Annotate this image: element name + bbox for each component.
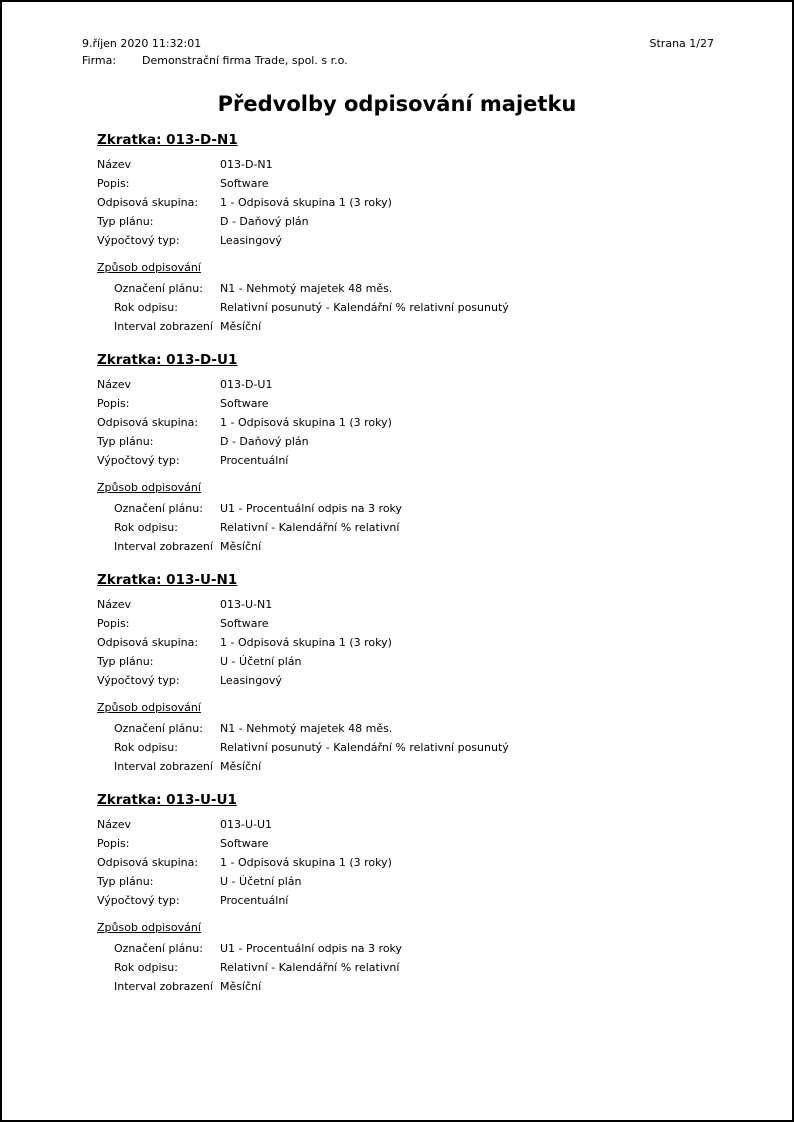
field-row — [97, 155, 752, 174]
field-label: Popis: — [97, 177, 130, 190]
field-label: Rok odpisu: — [114, 961, 178, 974]
report-header — [82, 36, 714, 68]
section-heading: Zkratka: 013-D-N1 — [97, 132, 238, 148]
field-label: Označení plánu: — [114, 722, 203, 735]
field-row — [114, 518, 752, 537]
field-label: Výpočtový typ: — [97, 454, 180, 467]
field-value: 1 - Odpisová skupina 1 (3 roky) — [220, 856, 392, 869]
report-content — [97, 132, 752, 996]
field-row — [97, 413, 752, 432]
asset-section — [97, 352, 752, 556]
field-value: Relativní - Kalendářní % relativní — [220, 521, 400, 534]
field-row — [114, 757, 752, 776]
field-label: Rok odpisu: — [114, 301, 178, 314]
firm-name: Demonstrační firma Trade, spol. s r.o. — [142, 54, 348, 67]
field-label: Odpisová skupina: — [97, 636, 199, 649]
field-label: Výpočtový typ: — [97, 894, 180, 907]
field-value: D - Daňový plán — [220, 215, 309, 228]
field-value: Relativní posunutý - Kalendářní % relativní posunutý — [220, 741, 509, 754]
field-label: Interval zobrazení — [114, 320, 213, 333]
asset-section — [97, 792, 752, 996]
field-value: Měsíční — [220, 980, 262, 993]
field-label: Typ plánu: — [97, 655, 154, 668]
asset-section — [97, 132, 752, 336]
field-label: Interval zobrazení — [114, 760, 213, 773]
field-label: Popis: — [97, 397, 130, 410]
field-value: U1 - Procentuální odpis na 3 roky — [220, 942, 403, 955]
field-row — [97, 614, 752, 633]
field-row — [114, 977, 752, 996]
field-row — [114, 537, 752, 556]
section-heading: Zkratka: 013-U-U1 — [97, 792, 237, 808]
field-label: Interval zobrazení — [114, 980, 213, 993]
field-row — [114, 939, 752, 958]
field-label: Rok odpisu: — [114, 521, 178, 534]
field-value: N1 - Nehmotý majetek 48 měs. — [220, 722, 393, 735]
field-value: U - Účetní plán — [220, 875, 302, 888]
field-row — [114, 499, 752, 518]
field-label: Výpočtový typ: — [97, 674, 180, 687]
field-row — [114, 317, 752, 336]
page-title: Předvolby odpisování majetku — [217, 92, 577, 116]
field-value: Leasingový — [220, 674, 282, 687]
field-value: U1 - Procentuální odpis na 3 roky — [220, 502, 403, 515]
field-row — [97, 671, 752, 690]
field-value: Leasingový — [220, 234, 282, 247]
field-row — [97, 231, 752, 250]
field-value: N1 - Nehmotý majetek 48 měs. — [220, 282, 393, 295]
field-value: 013-D-U1 — [220, 378, 273, 391]
field-label: Popis: — [97, 837, 130, 850]
report-datetime: 9.říjen 2020 11:32:01 — [82, 37, 202, 50]
field-value: Měsíční — [220, 540, 262, 553]
section-heading: Zkratka: 013-D-U1 — [97, 352, 238, 368]
section-heading: Zkratka: 013-U-N1 — [97, 572, 238, 588]
field-label: Odpisová skupina: — [97, 196, 199, 209]
field-value: Procentuální — [220, 894, 289, 907]
field-row — [114, 719, 752, 738]
field-row — [97, 432, 752, 451]
field-row — [97, 193, 752, 212]
field-label: Odpisová skupina: — [97, 416, 199, 429]
field-row — [97, 174, 752, 193]
field-label: Rok odpisu: — [114, 741, 178, 754]
field-value: D - Daňový plán — [220, 435, 309, 448]
field-value: 013-D-N1 — [220, 158, 273, 171]
field-row — [114, 298, 752, 317]
field-label: Označení plánu: — [114, 502, 203, 515]
firm-row — [82, 53, 714, 68]
field-value: 1 - Odpisová skupina 1 (3 roky) — [220, 416, 392, 429]
field-value: Software — [220, 617, 269, 630]
field-row — [97, 394, 752, 413]
page-number: Strana 1/27 — [649, 37, 714, 50]
field-label: Název — [97, 598, 132, 611]
field-value: Software — [220, 397, 269, 410]
header-top-row — [82, 36, 714, 51]
field-label: Název — [97, 818, 132, 831]
field-value: Software — [220, 177, 269, 190]
field-value: 013-U-N1 — [220, 598, 273, 611]
field-row — [97, 815, 752, 834]
field-row — [97, 595, 752, 614]
field-value: Procentuální — [220, 454, 289, 467]
field-row — [97, 853, 752, 872]
asset-section — [97, 572, 752, 776]
field-row — [114, 738, 752, 757]
field-label: Typ plánu: — [97, 875, 154, 888]
field-row — [97, 212, 752, 231]
field-label: Interval zobrazení — [114, 540, 213, 553]
field-row — [97, 834, 752, 853]
firm-label: Firma: — [82, 54, 117, 67]
field-label: Popis: — [97, 617, 130, 630]
field-row — [114, 279, 752, 298]
field-value: U - Účetní plán — [220, 655, 302, 668]
field-row — [114, 958, 752, 977]
subsection-heading: Způsob odpisování — [97, 261, 201, 274]
field-value: Měsíční — [220, 760, 262, 773]
field-label: Odpisová skupina: — [97, 856, 199, 869]
field-label: Označení plánu: — [114, 282, 203, 295]
field-value: Měsíční — [220, 320, 262, 333]
field-row — [97, 652, 752, 671]
field-row — [97, 872, 752, 891]
field-label: Název — [97, 378, 132, 391]
field-row — [97, 451, 752, 470]
field-row — [97, 375, 752, 394]
field-label: Výpočtový typ: — [97, 234, 180, 247]
field-label: Označení plánu: — [114, 942, 203, 955]
field-value: 1 - Odpisová skupina 1 (3 roky) — [220, 636, 392, 649]
field-value: 013-U-U1 — [220, 818, 273, 831]
subsection-heading: Způsob odpisování — [97, 481, 201, 494]
field-value: Software — [220, 837, 269, 850]
field-value: 1 - Odpisová skupina 1 (3 roky) — [220, 196, 392, 209]
field-row — [97, 633, 752, 652]
field-label: Název — [97, 158, 132, 171]
field-label: Typ plánu: — [97, 215, 154, 228]
field-label: Typ plánu: — [97, 435, 154, 448]
field-value: Relativní - Kalendářní % relativní — [220, 961, 400, 974]
field-value: Relativní posunutý - Kalendářní % relativní posunutý — [220, 301, 509, 314]
field-row — [97, 891, 752, 910]
subsection-heading: Způsob odpisování — [97, 701, 201, 714]
subsection-heading: Způsob odpisování — [97, 921, 201, 934]
